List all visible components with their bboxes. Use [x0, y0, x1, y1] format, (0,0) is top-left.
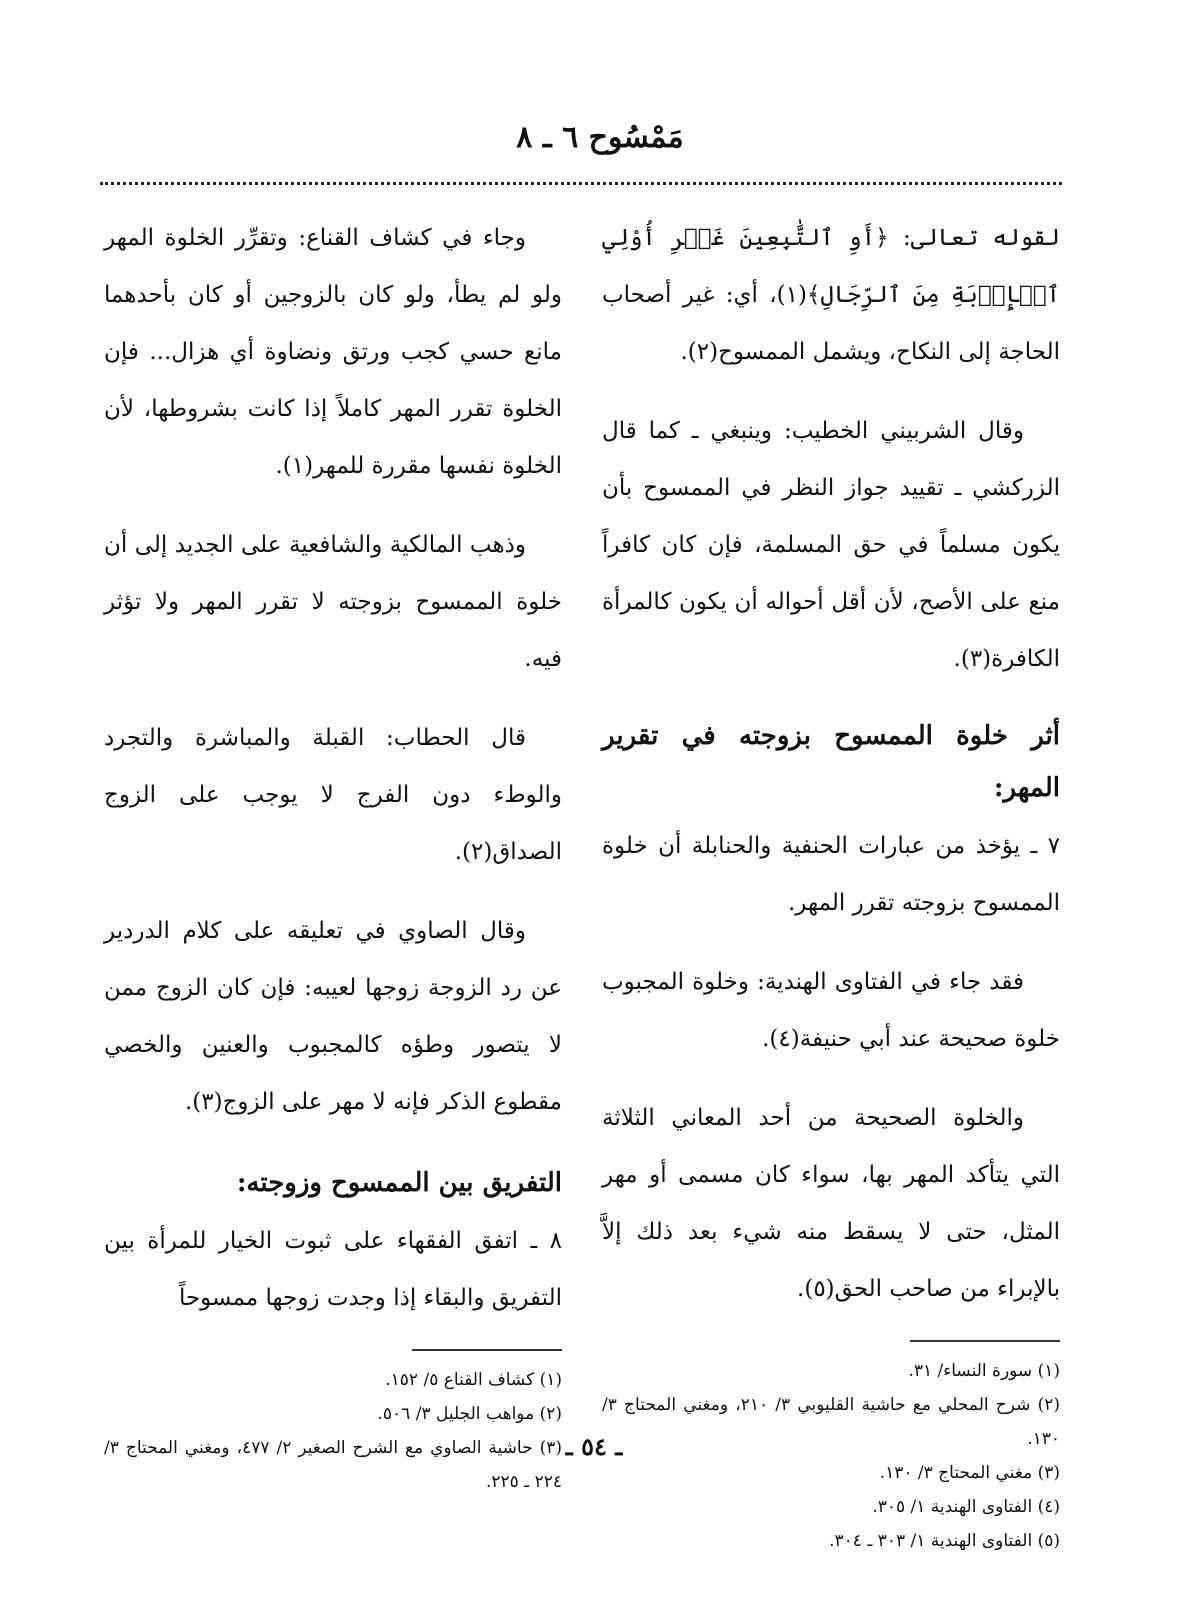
paragraph: ٨ ـ اتفق الفقهاء على ثبوت الخيار للمرأة بين التفريق والبقاء إذا وجدت زوجها ممسوحاً — [104, 1228, 562, 1311]
paragraph: وقال الصاوي في تعليقه على كلام الدردير عن رد الزوجة زوجها لعيبه: فإن كان الزوج ممن لا يتصور وطؤه كالمجبوب والعنين والخصي مقطوع الذكر فإنه لا مهر على الزوج(٣). — [104, 918, 562, 1115]
footnote: (١) كشاف القناع ٥/ ١٥٢. — [385, 1370, 562, 1390]
footnote-divider — [910, 1340, 1060, 1342]
footnote: (٢) مواهب الجليل ٣/ ٥٠٦. — [377, 1404, 562, 1424]
footnote: (٤) الفتاوى الهندية ١/ ٣٠٥. — [872, 1497, 1060, 1517]
footnote-divider — [412, 1349, 562, 1351]
paragraph: وقال الشربيني الخطيب: وينبغي ـ كما قال الزركشي ـ تقييد جواز النظر في الممسوح بأن يكون مسلماً في حق المسلمة، فإن كان كافراً منع على الأصح، لأن أقل أحواله أن يكون كالمرأة الكافرة(٣). — [602, 418, 1060, 672]
left-column — [104, 210, 562, 1499]
footnote: (٣) مغني المحتاج ٣/ ١٣٠. — [879, 1463, 1060, 1483]
paragraph: والخلوة الصحيحة من أحد المعاني الثلاثة التي يتأكد المهر بها، سواء كان مسمى أو مهر المثل، حتى لا يسقط منه شيء بعد ذلك إلاَّ بالإبراء من صاحب الحق(٥). — [602, 1105, 1060, 1302]
page-number: ـ ٥٤ ـ — [565, 1432, 623, 1461]
paragraph: وجاء في كشاف القناع: وتقرِّر الخلوة المهر ولو لم يطأ، ولو كان بالزوجين أو كان بأحدهما مانع حسي كجب ورتق ونضاوة أي هزال... فإن الخلوة تقرر المهر كاملاً إذا كانت بشروطها، لأن الخلوة نفسها مقررة للمهر(١). — [104, 225, 562, 479]
section-heading: أثر خلوة الممسوح بزوجته في تقرير المهر: — [602, 721, 1060, 803]
paragraph: وذهب المالكية والشافعية على الجديد إلى أن خلوة الممسوح بزوجته لا تقرر المهر ولا تؤثر فيه. — [104, 532, 562, 672]
paragraph: لقوله تعالى: ﴿أَوِ ٱلتَّٰبِعِينَ غَيۡرِ أُوْلِي ٱلۡإِرۡبَةِ مِنَ ٱلرِّجَالِ﴾(١)، أي: غير أصحاب الحاجة إلى النكاح، ويشمل الممسوح(٢). — [602, 225, 1060, 365]
paragraph: ٧ ـ يؤخذ من عبارات الحنفية والحنابلة أن خلوة الممسوح بزوجته تقرر المهر. — [602, 833, 1060, 916]
footnote: (٥) الفتاوى الهندية ١/ ٣٠٣ ـ ٣٠٤. — [829, 1531, 1060, 1551]
paragraph: فقد جاء في الفتاوى الهندية: وخلوة المجبوب خلوة صحيحة عند أبي حنيفة(٤). — [602, 969, 1060, 1052]
footnote: (١) سورة النساء/ ٣١. — [908, 1361, 1060, 1381]
running-head: مَمْسُوح ٦ ـ ٨ — [516, 120, 684, 155]
paragraph: قال الحطاب: القبلة والمباشرة والتجرد والوطء دون الفرج لا يوجب على الزوج الصداق(٢). — [104, 725, 562, 865]
footnote: (٢) شرح المحلي مع حاشية القليوبي ٣/ ٢١٠، ومغني المحتاج ٣/ ١٣٠. — [602, 1395, 1060, 1449]
section-heading: التفريق بين الممسوح وزوجته: — [236, 1168, 562, 1198]
footnote: (٣) حاشية الصاوي مع الشرح الصغير ٢/ ٤٧٧، ومغني المحتاج ٣/ ٢٢٤ ـ ٢٢٥. — [104, 1438, 562, 1492]
footnotes — [104, 1363, 562, 1499]
dotted-divider — [100, 182, 1062, 185]
right-column — [602, 210, 1060, 1558]
